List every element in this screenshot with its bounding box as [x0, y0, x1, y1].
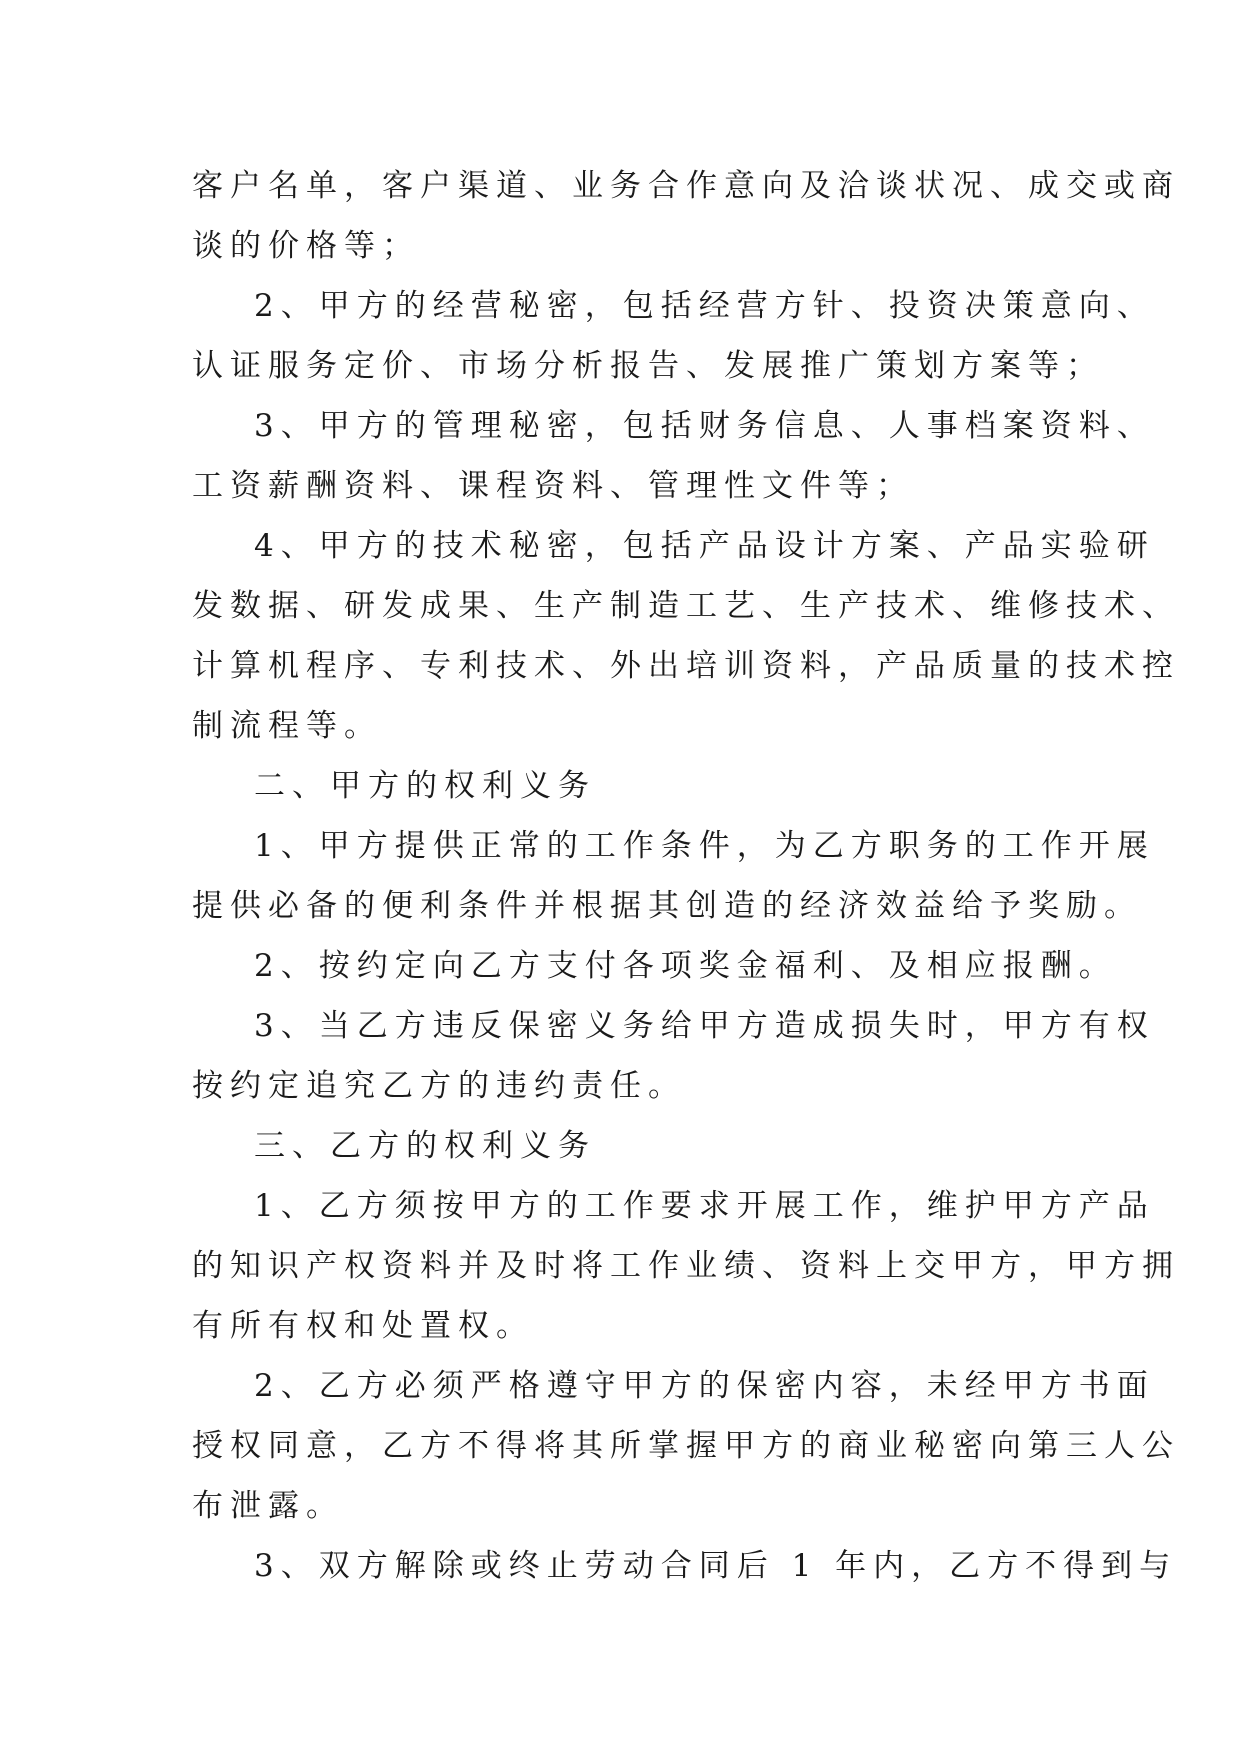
text-line: 发数据、研发成果、生产制造工艺、生产技术、维修技术、 — [192, 588, 1180, 624]
text-line: 1、甲方提供正常的工作条件，为乙方职务的工作开展 — [254, 828, 1155, 864]
text-line: 2、甲方的经营秘密，包括经营方针、投资决策意向、 — [254, 288, 1155, 324]
text-line: 2、乙方必须严格遵守甲方的保密内容，未经甲方书面 — [254, 1368, 1155, 1404]
text-line: 谈的价格等； — [192, 228, 420, 264]
text-line: 授权同意，乙方不得将其所掌握甲方的商业秘密向第三人公 — [192, 1428, 1180, 1464]
text-line: 有所有权和处置权。 — [192, 1308, 534, 1344]
text-line: 4、甲方的技术秘密，包括产品设计方案、产品实验研 — [254, 528, 1155, 564]
document-body — [192, 156, 1180, 1596]
text-line: 3、甲方的管理秘密，包括财务信息、人事档案资料、 — [254, 408, 1155, 444]
text-line: 提供必备的便利条件并根据其创造的经济效益给予奖励。 — [192, 888, 1142, 924]
text-line: 3、双方解除或终止劳动合同后 1 年内，乙方不得到与 — [254, 1548, 1178, 1584]
text-line: 工资薪酬资料、课程资料、管理性文件等； — [192, 468, 914, 504]
text-line: 客户名单，客户渠道、业务合作意向及洽谈状况、成交或商 — [192, 168, 1180, 204]
text-line: 按约定追究乙方的违约责任。 — [192, 1068, 686, 1104]
text-line: 的知识产权资料并及时将工作业绩、资料上交甲方，甲方拥 — [192, 1248, 1180, 1284]
text-line: 1、乙方须按甲方的工作要求开展工作，维护甲方产品 — [254, 1188, 1155, 1224]
text-line: 计算机程序、专利技术、外出培训资料，产品质量的技术控 — [192, 648, 1180, 684]
text-line: 2、按约定向乙方支付各项奖金福利、及相应报酬。 — [254, 948, 1117, 984]
text-line: 制流程等。 — [192, 708, 382, 744]
text-line: 布泄露。 — [192, 1488, 344, 1524]
section-heading: 三、乙方的权利义务 — [254, 1128, 596, 1164]
text-line: 3、当乙方违反保密义务给甲方造成损失时，甲方有权 — [254, 1008, 1155, 1044]
section-heading: 二、甲方的权利义务 — [254, 768, 596, 804]
text-line: 认证服务定价、市场分析报告、发展推广策划方案等； — [192, 348, 1104, 384]
